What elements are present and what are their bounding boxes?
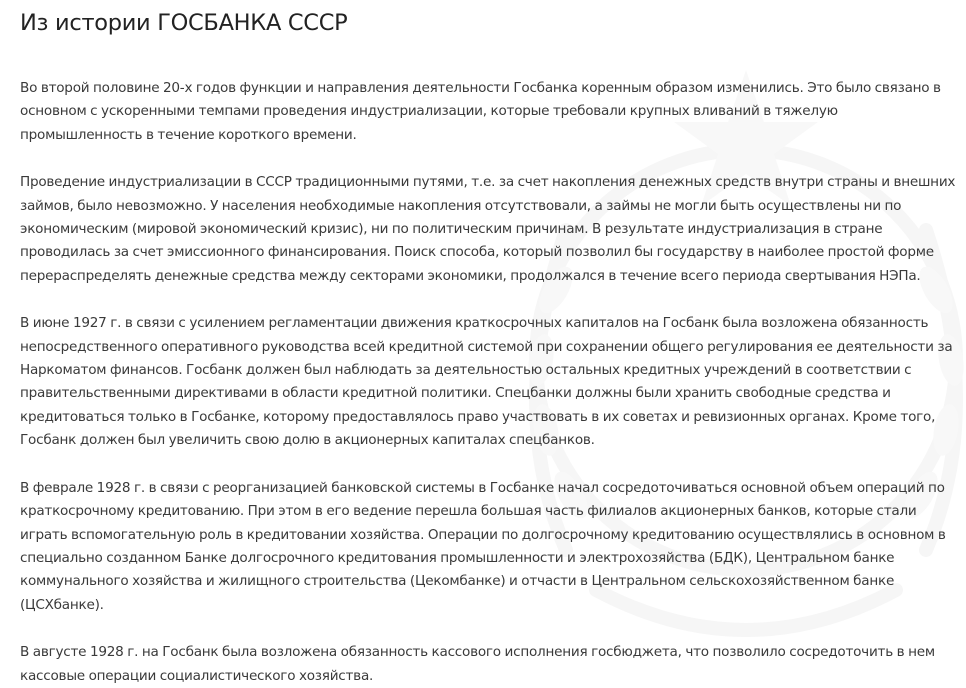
page-title: Из истории ГОСБАНКА СССР: [20, 10, 348, 36]
article-paragraph-5: В августе 1928 г. на Госбанк была возложена обязанность кассового исполнения госбюджета, что позволило сосредоточить в нем кассовые операции социалистического хозяйства.: [20, 644, 935, 684]
article-paragraph-1: Во второй половине 20-х годов функции и направления деятельности Госбанка коренным образом изменились. Это было связано в основном с ускоренными темпами проведения индустриализации, которые требовали крупных вливаний в тяжелую промышленность в течение короткого времени.: [20, 80, 941, 143]
article-paragraph-4: В феврале 1928 г. в связи с реорганизацией банковской системы в Госбанке начал сосредоточиваться основной объем операций по краткосрочному кредитованию. При этом в его ведение перешла большая часть филиалов акционерных банков, которые стали играть вспомогательную роль в кредитовании хозяйства. Операции по долгосрочному кредитованию осуществлялись в основном в специально созданном Банке долгосрочного кредитования промышленности и электрохозяйства (БДК), Центральном банке коммунального хозяйства и жилищного строительства (Цекомбанке) и отчасти в Центральном сельскохозяйственном банке (ЦСХбанке).: [20, 479, 946, 613]
article-paragraph-3: В июне 1927 г. в связи с усилением регламентации движения краткосрочных капиталов на Госбанк была возложена обязанность непосредственного оперативного руководства всей кредитной системой при сохранении общего регулирования ее деятельности за Наркоматом финансов. Госбанк должен был наблюдать за деятельностью остальных кредитных учреждений в соответствии с правительственными директивами в области кредитной политики. Спецбанки должны были хранить свободные средства и кредитоваться только в Госбанке, которому предоставлялось право участвовать в их советах и ревизионных органах. Кроме того, Госбанк должен был увеличить свою долю в акционерных капиталах спецбанков.: [20, 315, 953, 449]
article-paragraph-2: Проведение индустриализации в СССР традиционными путями, т.е. за счет накопления денежных средств внутри страны и внешних займов, было невозможно. У населения необходимые накопления отсутствовали, а займы не могли быть осуществлены ни по экономическим (мировой экономический кризис), ни по политическим причинам. В результате индустриализация в стране проводилась за счет эмиссионного финансирования. Поиск способа, который позволил бы государству в наиболее простой форме перераспределять денежные средства между секторами экономики, продолжался в течение всего периода свертывания НЭПа.: [20, 174, 956, 284]
